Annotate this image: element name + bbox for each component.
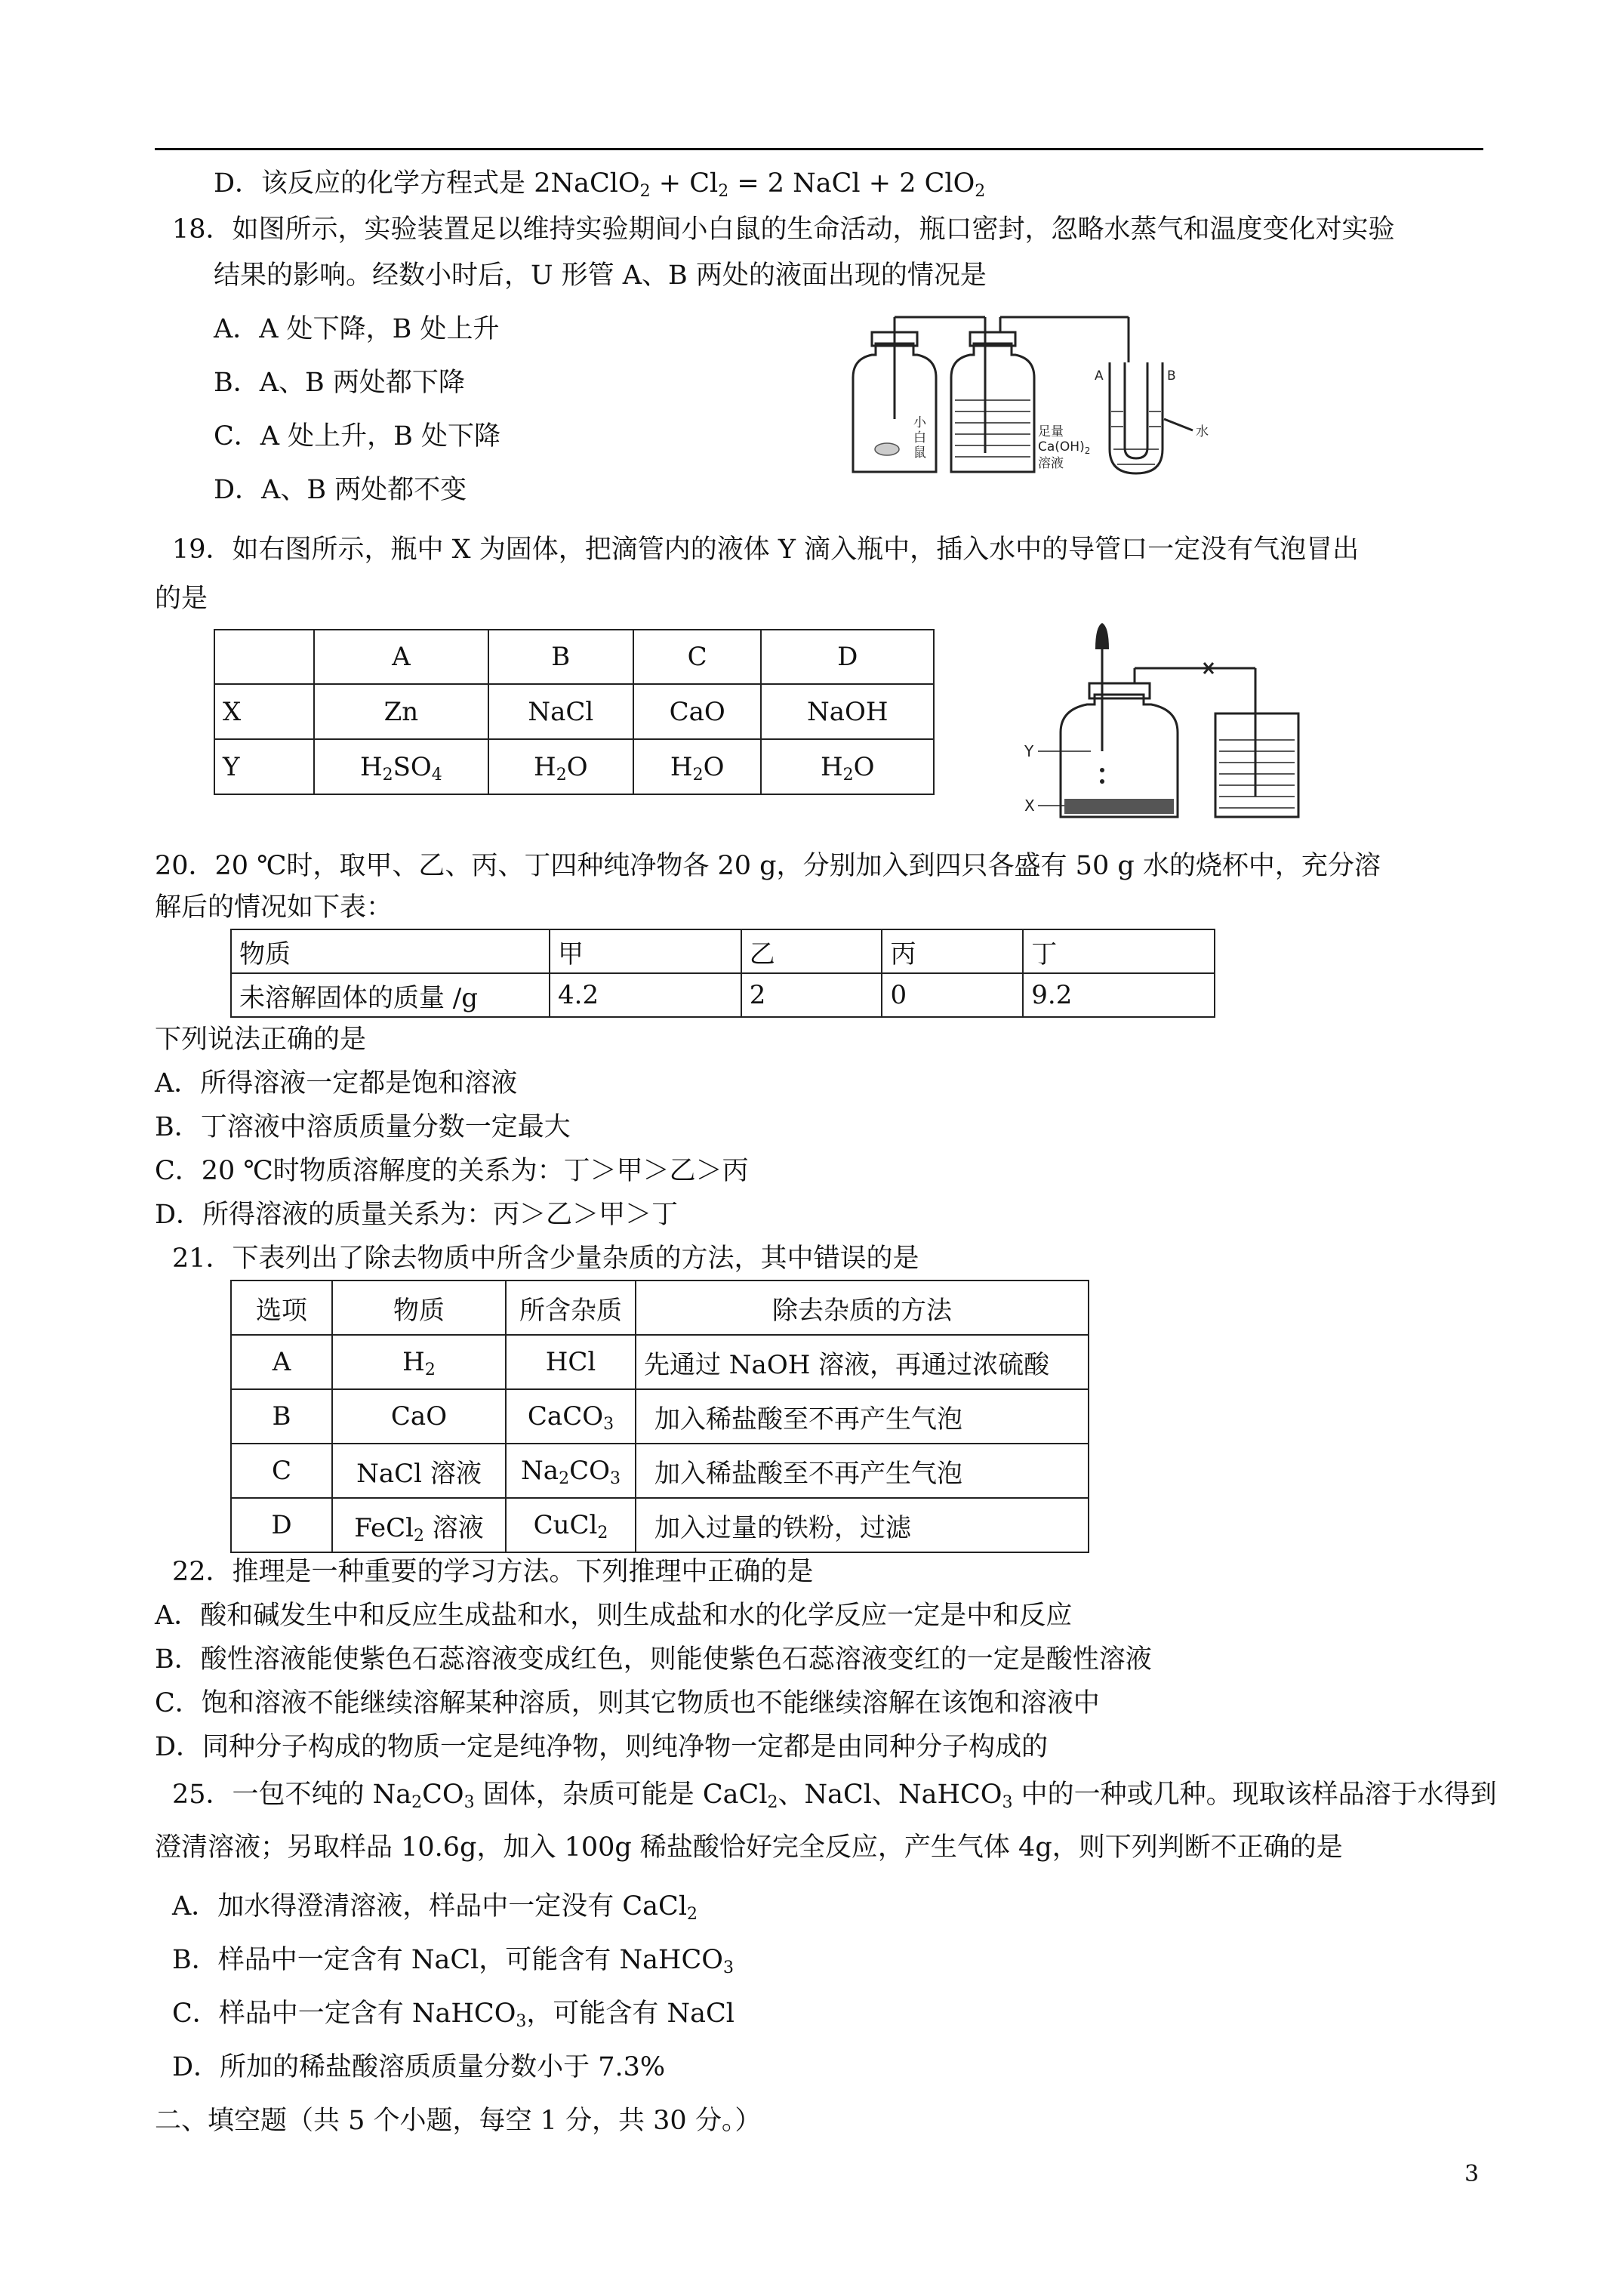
svg-text:鼠: 鼠 xyxy=(913,445,926,461)
q25-option-c: C．样品中一定含有 NaHCO$_3$，可能含有 NaCl xyxy=(172,1999,735,2031)
q18-stem-line2: 结果的影响。经数小时后，U 形管 A、B 两处的液面出现的情况是 xyxy=(214,260,987,291)
q17-option-d: D．该反应的化学方程式是 2NaClO$_2$ + $Cl_2 = 2$ NaCl + 2 ClO$_2$ xyxy=(214,168,986,201)
q20-prompt: 下列说法正确的是 xyxy=(155,1025,367,1055)
q25-option-a: A．加水得澄清溶液，样品中一定没有 CaCl$_2$ xyxy=(172,1891,698,1924)
q19-row-x-label: X xyxy=(214,684,314,739)
q20-option-d: D．所得溶液的质量关系为：丙＞乙＞甲＞丁 xyxy=(155,1200,679,1230)
svg-text:溶液: 溶液 xyxy=(1038,456,1064,471)
q21-d-substance: FeCl$_2$ 溶液 xyxy=(332,1498,506,1552)
q20-row-label: 未溶解固体的质量 /g xyxy=(231,973,550,1017)
q19-header-d: D xyxy=(761,630,934,684)
q22-option-a: A．酸和碱发生中和反应生成盐和水，则生成盐和水的化学反应一定是中和反应 xyxy=(155,1601,1073,1631)
q21-b-impurity: CaCO$_3$ xyxy=(506,1389,636,1444)
svg-text:X: X xyxy=(1024,797,1035,815)
q20-header-bing: 丙 xyxy=(882,929,1023,973)
q19-y-a: $H_2SO_4$ xyxy=(314,739,488,794)
q25-option-d: D．所加的稀盐酸溶质质量分数小于 7.3% xyxy=(172,2052,666,2082)
q21-b-substance: CaO xyxy=(332,1389,506,1444)
svg-text:Ca(OH)2: $Ca(OH)_2$ xyxy=(1038,439,1091,456)
dropper-bulb-icon xyxy=(1095,623,1109,649)
q20-header-ding: 丁 xyxy=(1023,929,1215,973)
q21-c-option: C xyxy=(231,1444,332,1498)
q21-c-impurity: $Na_2CO_3$ xyxy=(506,1444,636,1498)
q20-option-a: A．所得溶液一定都是饱和溶液 xyxy=(155,1068,518,1099)
q21-c-substance: NaCl 溶液 xyxy=(332,1444,506,1498)
svg-text:B: B xyxy=(1167,368,1176,384)
q21-table xyxy=(230,1280,1089,1553)
q20-stem-line1: 20．20 ℃时，取甲、乙、丙、丁四种纯净物各 20 g，分别加入到四只各盛有 50 g 水的烧杯中，充分溶 xyxy=(155,851,1381,881)
q19-apparatus-figure xyxy=(1023,619,1340,823)
q20-value-yi: 2 xyxy=(741,973,882,1017)
q19-header-b: B xyxy=(488,630,633,684)
q21-d-impurity: CuCl$_2$ xyxy=(506,1498,636,1552)
q19-header-c: C xyxy=(633,630,762,684)
q21-a-substance: $H_2$ xyxy=(332,1335,506,1389)
q25-stem-line2: 澄清溶液；另取样品 10.6g，加入 100g 稀盐酸恰好完全反应，产生气体 4g，则下列判断不正确的是 xyxy=(155,1832,1343,1863)
q19-header-blank xyxy=(214,630,314,684)
q18-option-a: A．A 处下降，B 处上升 xyxy=(214,314,500,344)
q21-a-impurity: HCl xyxy=(506,1335,636,1389)
q25-option-b: B．样品中一定含有 NaCl，可能含有 NaHCO$_3$ xyxy=(172,1945,734,1977)
section2-title: 二、填空题（共 5 个小题，每空 1 分，共 30 分。） xyxy=(155,2106,762,2136)
q21-a-option: A xyxy=(231,1335,332,1389)
q22-stem: 22．推理是一种重要的学习方法。下列推理中正确的是 xyxy=(172,1557,814,1587)
q21-d-option: D xyxy=(231,1498,332,1552)
q20-header-jia: 甲 xyxy=(550,929,741,973)
q21-header-substance: 物质 xyxy=(332,1281,506,1335)
svg-text:Y: Y xyxy=(1024,742,1034,760)
q22-option-c: C．饱和溶液不能继续溶解某种溶质，则其它物质也不能继续溶解在该饱和溶液中 xyxy=(155,1688,1100,1718)
q21-row-a xyxy=(231,1335,1089,1389)
q19-x-c: CaO xyxy=(633,684,762,739)
q20-stem-line2: 解后的情况如下表： xyxy=(155,892,393,923)
svg-text:A: A xyxy=(1095,368,1104,384)
q21-d-method: 加入过量的铁粉，过滤 xyxy=(636,1498,1089,1552)
svg-text:白: 白 xyxy=(913,430,926,445)
q20-value-ding: 9.2 xyxy=(1023,973,1215,1017)
q20-table xyxy=(230,929,1215,1018)
q21-row-b xyxy=(231,1389,1089,1444)
q19-x-a: Zn xyxy=(314,684,488,739)
q18-option-d: D．A、B 两处都不变 xyxy=(214,475,467,505)
q18-option-c: C．A 处上升，B 处下降 xyxy=(214,421,501,451)
q20-value-bing: 0 xyxy=(882,973,1023,1017)
q21-c-method: 加入稀盐酸至不再产生气泡 xyxy=(636,1444,1089,1498)
q21-a-method: 先通过 NaOH 溶液，再通过浓硫酸 xyxy=(636,1335,1089,1389)
q20-option-b: B．丁溶液中溶质质量分数一定最大 xyxy=(155,1112,571,1142)
q19-x-b: NaCl xyxy=(488,684,633,739)
mouse-icon xyxy=(875,443,899,455)
q21-row-c xyxy=(231,1444,1089,1498)
q18-apparatus-figure xyxy=(838,306,1230,479)
q19-table xyxy=(214,629,935,795)
q19-y-c: $H_2O$ xyxy=(633,739,762,794)
svg-text:小: 小 xyxy=(913,415,926,430)
q22-option-d: D．同种分子构成的物质一定是纯净物，则纯净物一定都是由同种分子构成的 xyxy=(155,1732,1049,1762)
q21-b-option: B xyxy=(231,1389,332,1444)
page-number: 3 xyxy=(1464,2161,1480,2187)
q21-header-option: 选项 xyxy=(231,1281,332,1335)
q22-option-b: B．酸性溶液能使紫色石蕊溶液变成红色，则能使紫色石蕊溶液变红的一定是酸性溶液 xyxy=(155,1644,1152,1675)
q20-value-jia: 4.2 xyxy=(550,973,741,1017)
q21-header-method: 除去杂质的方法 xyxy=(636,1281,1089,1335)
q19-x-d: NaOH xyxy=(761,684,934,739)
svg-text:足量: 足量 xyxy=(1038,424,1064,439)
q19-header-a: A xyxy=(314,630,488,684)
q19-stem-line1: 19．如右图所示，瓶中 X 为固体，把滴管内的液体 Y 滴入瓶中，插入水中的导管口一定没有气泡冒出 xyxy=(172,535,1360,565)
q21-row-d xyxy=(231,1498,1089,1552)
svg-text:水: 水 xyxy=(1196,424,1209,439)
q20-header-substance: 物质 xyxy=(231,929,550,973)
q25-stem-line1: 25．一包不纯的 $Na_2CO_3$ 固体，杂质可能是 CaCl$_2$、NaCl、NaHCO$_3$ 中的一种或几种。现取该样品溶于水得到 xyxy=(172,1780,1497,1812)
q19-row-y-label: Y xyxy=(214,739,314,794)
q19-y-d: $H_2O$ xyxy=(761,739,934,794)
q18-stem-line1: 18．如图所示，实验装置足以维持实验期间小白鼠的生命活动，瓶口密封，忽略水蒸气和温度变化对实验 xyxy=(172,214,1395,245)
q18-option-b: B．A、B 两处都下降 xyxy=(214,368,465,398)
q21-stem: 21．下表列出了除去物质中所含少量杂质的方法，其中错误的是 xyxy=(172,1244,919,1274)
header-rule xyxy=(155,148,1483,150)
q19-y-b: $H_2O$ xyxy=(488,739,633,794)
q21-header-impurity: 所含杂质 xyxy=(506,1281,636,1335)
q20-option-c: C．20 ℃时物质溶解度的关系为：丁＞甲＞乙＞丙 xyxy=(155,1156,749,1186)
q19-stem-line2: 的是 xyxy=(155,584,208,614)
q21-b-method: 加入稀盐酸至不再产生气泡 xyxy=(636,1389,1089,1444)
q20-header-yi: 乙 xyxy=(741,929,882,973)
